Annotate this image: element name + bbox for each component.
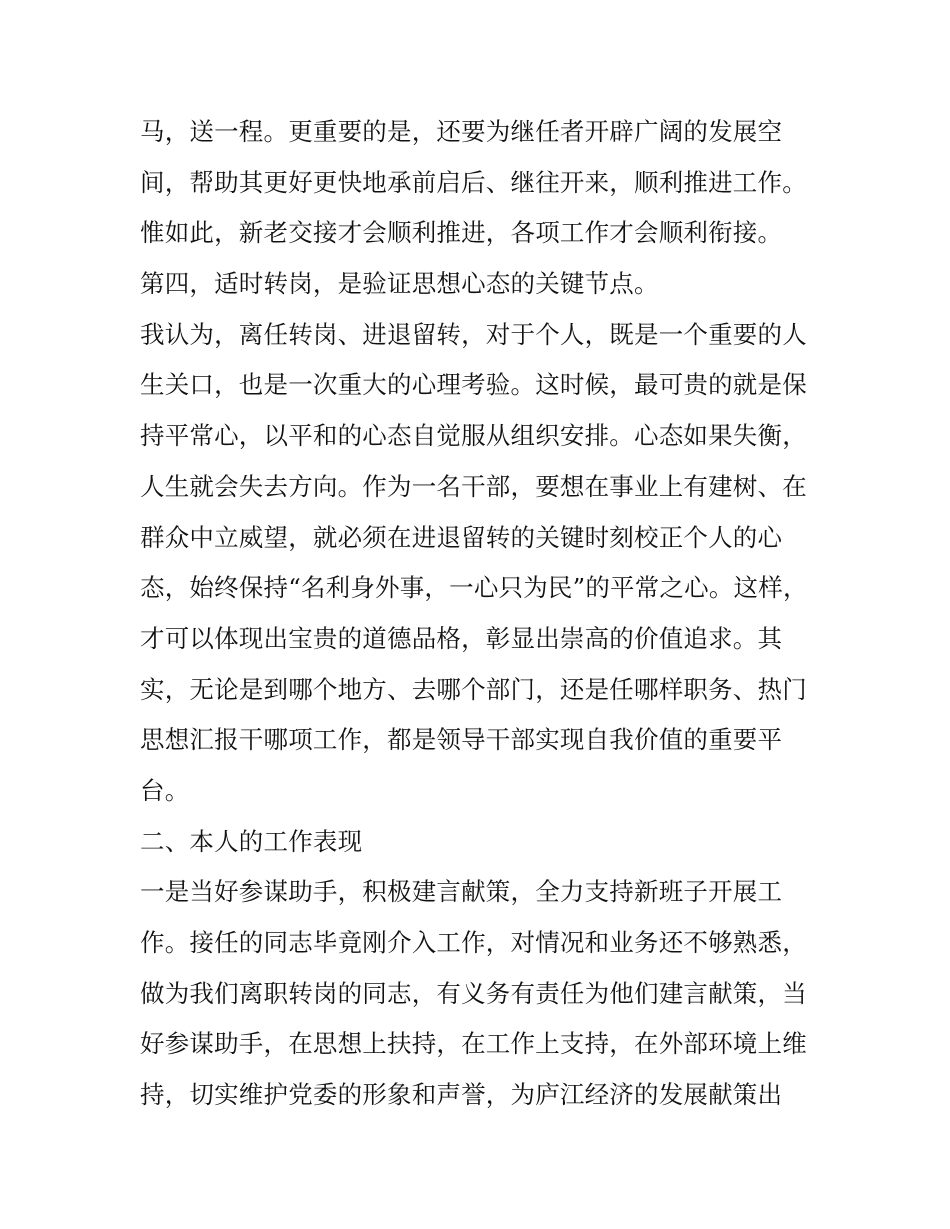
text-line: 一是当好参谋助手，积极建言献策，全力支持新班子开展工 <box>140 877 783 907</box>
section-heading: 二、本人的工作表现 <box>140 826 363 856</box>
text-line: 好参谋助手，在思想上扶持，在工作上支持，在外部环境上维 <box>140 1029 807 1059</box>
text-line: 生关口，也是一次重大的心理考验。这时候，最可贵的就是保 <box>140 370 807 400</box>
text-line: 台。 <box>140 775 190 805</box>
text-line: 实，无论是到哪个地方、去哪个部门，还是任哪样职务、热门 <box>140 674 807 704</box>
text-line: 作。接任的同志毕竟刚介入工作，对情况和业务还不够熟悉， <box>140 928 807 957</box>
text-line: 间，帮助其更好更快地承前启后、继往开来，顺利推进工作。 <box>140 167 807 197</box>
text-line: 思想汇报干哪项工作，都是领导干部实现自我价值的重要平 <box>140 725 783 755</box>
text-line: 态，始终保持“名利身外事，一心只为民”的平常之心。这样， <box>140 573 808 603</box>
text-line: 才可以体现出宝贵的道德品格，彰显出崇高的价值追求。其 <box>140 623 783 653</box>
text-line: 持平常心，以平和的心态自觉服从组织安排。心态如果失衡， <box>140 421 807 451</box>
text-line: 人生就会失去方向。作为一名干部，要想在事业上有建树、在 <box>140 471 807 501</box>
text-line: 惟如此，新老交接才会顺利推进，各项工作才会顺利衔接。 <box>140 218 783 248</box>
text-line: 群众中立威望，就必须在进退留转的关键时刻校正个人的心 <box>140 522 783 552</box>
document-body <box>140 107 830 1121</box>
text-line: 持，切实维护党委的形象和声誉，为庐江经济的发展献策出 <box>140 1080 783 1110</box>
section-heading: 第四，适时转岗，是验证思想心态的关键节点。 <box>140 269 659 299</box>
text-line: 做为我们离职转岗的同志，有义务有责任为他们建言献策，当 <box>140 978 807 1008</box>
text-line: 马，送一程。更重要的是，还要为继任者开辟广阔的发展空 <box>140 117 783 146</box>
text-line: 我认为，离任转岗、进退留转，对于个人，既是一个重要的人 <box>140 319 807 349</box>
